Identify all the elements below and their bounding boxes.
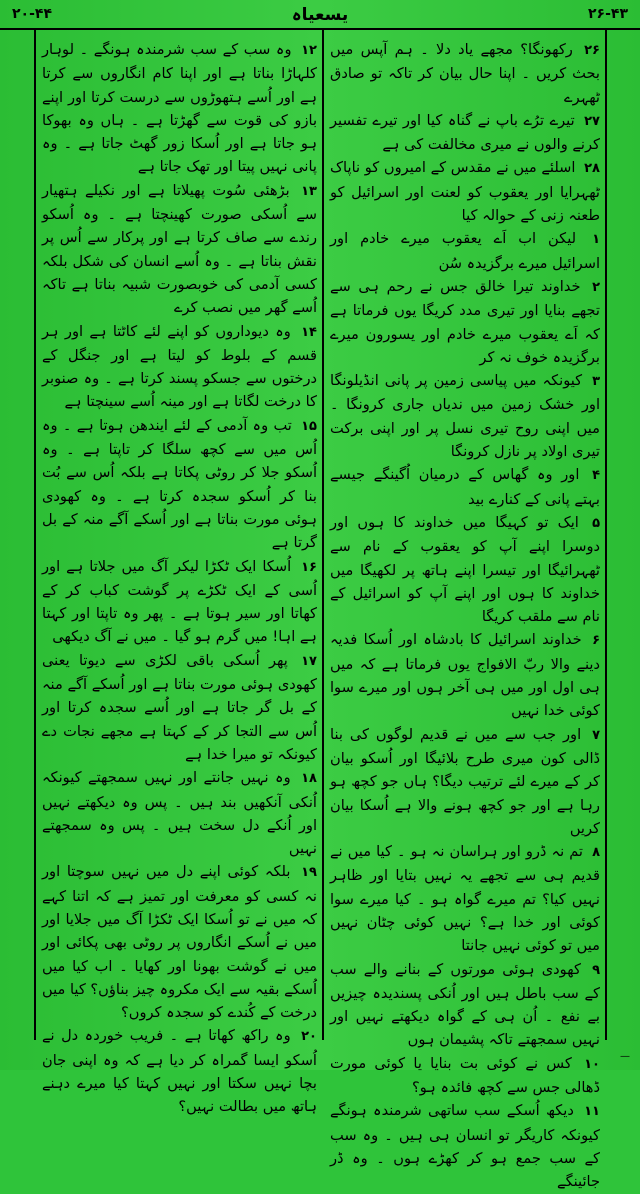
verse [330, 1052, 600, 1100]
verse-text: ایک تو کہیگا میں خداوند کا ہوں اور دوسرا اپنے آپ کو یعقوب کے نام سے ٹھہرائیگا اور تیسرا اپنے ہاتھ پر لکھیگا میں خداوند کا ہوں اور اپنے آپ کو اسرائیل کے نام سے ملقب کریگا [330, 513, 600, 626]
book-title: یسعیاہ [291, 4, 349, 25]
verse [330, 628, 600, 722]
verse [42, 860, 317, 1024]
verse [42, 649, 317, 766]
verse-number: ۶ [592, 633, 600, 649]
left-margin-rule [34, 30, 36, 1040]
verse [330, 156, 600, 227]
verse [330, 109, 600, 157]
verse-text: رکھونگا؟ مجھے یاد دلا ۔ ہم آپس میں بحث کریں ۔ اپنا حال بیان کر تاکہ تو صادق ٹھہرے [330, 41, 600, 106]
verse-text: تم نہ ڈرو اور ہراسان نہ ہو ۔ کیا میں نے قدیم ہی سے تجھے یہ نہیں بتایا اور ظاہر نہیں کیا؟ تم میرے گواہ ہو ۔ کیا میرے سوا کوئی اور خدا ہے؟ نہیں کوئی چٹان نہیں میں تو کوئی نہیں جانتا [330, 843, 600, 955]
verse-text: اسلئے میں نے مقدس کے امیروں کو ناپاک ٹھہرایا اور یعقوب کو لعنت اور اسرائیل کو طعنہ زنی کے حوالہ کیا [330, 159, 600, 225]
verse [330, 840, 600, 957]
verse-text: پھر اُسکی باقی لکڑی سے دیوتا یعنی کھودی ہوئی مورت بناتا ہے اور اُسکے آگے منہ کے بل گر جاتا ہے اور اُسے سجدہ کرتا اور اُس سے التجا کر کے کہتا ہے مجھے نجات دے کیونکہ تو میرا خدا ہے [42, 651, 317, 763]
verse [42, 179, 317, 320]
right-text-column [330, 38, 600, 1191]
verse-number: ۵ [592, 515, 600, 531]
verse-number: ۴ [592, 468, 600, 484]
verse [330, 511, 600, 628]
verse [330, 275, 600, 369]
verse-number: ۱۳ [301, 183, 317, 199]
verse-text: بلکہ کوئی اپنے دل میں نہیں سوچتا اور نہ کسی کو معرفت اور تمیز ہے کہ اتنا کہے کہ میں نے تو اُسکا ایک ٹکڑا آگ میں جلایا اور میں نے اُسکے انگاروں پر روٹی بھی پکائی اور میں نے گوشت بھونا اور کھایا ۔ اب کیا میں اُسکے بقیہ سے ایک مکروہ چیز بناؤں؟ کیا میں درخت کے کُندے کو سجدہ کروں؟ [42, 863, 317, 1022]
verse [330, 38, 600, 109]
page-footer-mark: — [620, 1051, 630, 1062]
verse-text: کس نے کوئی بت بنایا یا کوئی مورت ڈھالی جس سے کچھ فائدہ ہو؟ [330, 1054, 600, 1097]
verse-text: وہ دیوداروں کو اپنے لئے کاٹتا ہے اور ہر قسم کے بلوط کو لیتا ہے اور جنگل کے درختوں سے جسکو پسند کرتا ہے ۔ وہ صنوبر کا درخت لگاتا ہے اور مینہ اُسے سینچتا ہے [42, 322, 317, 411]
verse-number: ۲۸ [584, 161, 600, 177]
page-header [0, 0, 640, 30]
verse-number: ۲۰ [301, 1029, 317, 1045]
verse [42, 320, 317, 414]
left-text-column [42, 38, 317, 1116]
verse-text: تب وہ آدمی کے لئے ایندھن ہوتا ہے ۔ وہ اُس میں سے کچھ سلگا کر تاپتا ہے ۔ وہ اُسکو جلا کر روٹی پکاتا ہے بلکہ اُس سے بُت بنا کر اُسکو سجدہ کرتا ہے ۔ وہ کھودی ہوئی مورت بناتا ہے اور اُسکے آگے منہ کے بل گرتا ہے [42, 416, 317, 552]
verse [330, 369, 600, 463]
verse [42, 766, 317, 860]
left-chapter-range: ۲۰-۴۴ [12, 6, 52, 22]
verse [42, 555, 317, 649]
verse [42, 38, 317, 179]
verse-number: ۱۴ [301, 324, 317, 340]
verse-text: کیونکہ میں پیاسی زمین پر پانی انڈیلونگا اور خشک زمین میں ندیاں جاری کرونگا ۔ میں اپنی روح تیری نسل پر اور اپنی برکت تیری اولاد پر نازل کرونگا [330, 372, 600, 461]
verse-number: ۲۷ [584, 113, 600, 129]
verse-number: ۲۶ [584, 43, 600, 58]
center-column-divider [322, 30, 324, 1040]
verse-number: ۱۱ [584, 1104, 600, 1120]
verse-number: ۱۸ [301, 771, 317, 787]
verse [42, 1024, 317, 1118]
verse-text: اور جب سے میں نے قدیم لوگوں کی بنا ڈالی کون میری طرح بلائیگا اور اُسکو بیان کر کے میرے لئے ترتیب دیگا؟ ہاں جو کچھ ہو رہا ہے اور جو کچھ ہونے والا ہے اُسکا بیان کریں [330, 725, 600, 837]
verse-text: وہ نہیں جانتے اور نہیں سمجھتے کیونکہ اُنکی آنکھیں بند ہیں ۔ پس وہ دیکھتے نہیں اور اُنکے دل سخت ہیں ۔ پس وہ سمجھتے نہیں [42, 769, 317, 858]
verse-text: بڑھئی سُوت پھیلاتا ہے اور نکیلے ہتھیار سے اُسکی صورت کھینچتا ہے ۔ وہ اُسکو رندے سے صاف کرتا ہے اور پرکار سے اُس پر نقش بناتا ہے ۔ وہ اُسے انسان کی شکل بلکہ کسی آدمی کی خوبصورت شبیہ بناتا ہے تاکہ اُسے گھر میں نصب کرے [42, 181, 317, 317]
verse-number: ۱۷ [301, 653, 317, 669]
verse-text: وہ سب کے سب شرمندہ ہونگے ۔ لوہار کلہاڑا بناتا ہے اور اپنا کام انگاروں سے کرتا ہے اور اُسے ہتھوڑوں سے درست کرتا اور اپنے بازو کی قوت سے گھڑتا ہے ۔ ہاں وہ بھوکا ہو جاتا ہے اور اُسکا زور گھٹ جاتا ہے ۔ وہ پانی نہیں پیتا اور تھک جاتا ہے [42, 41, 317, 176]
verse [330, 723, 600, 840]
verse [330, 463, 600, 511]
verse [330, 958, 600, 1052]
verse-number: ۹ [592, 962, 600, 978]
verse-number: ۱۰ [584, 1056, 600, 1072]
verse-text: دیکھ اُسکے سب ساتھی شرمندہ ہونگے کیونکہ کاریگر تو انسان ہی ہیں ۔ وہ سب کے سب جمع ہو کر کھڑے ہوں ۔ وہ ڈر جائینگے [330, 1102, 600, 1191]
verse-number: ۲ [592, 279, 600, 295]
verse-text: اور وہ گھاس کے درمیان اُگینگے جیسے بہتے پانی کے کنارے بید [330, 466, 600, 508]
verse [330, 1099, 600, 1193]
right-margin-rule [605, 30, 607, 1040]
verse-number: ۱۵ [301, 418, 317, 434]
verse-text: کھودی ہوئی مورتوں کے بنانے والے سب کے سب باطل ہیں اور اُنکی پسندیدہ چیزیں بے نفع ۔ اُن ہی کے گواہ دیکھتے نہیں اور نہیں سمجھتے تاکہ پشیمان ہوں [330, 960, 600, 1049]
right-chapter-range: ۲۶-۴۳ [588, 6, 628, 22]
verse-text: وہ راکھ کھاتا ہے ۔ فریب خوردہ دل نے اُسکو ایسا گمراہ کر دیا ہے کہ وہ اپنی جان بچا نہیں سکتا اور نہیں کہتا کیا میرے دہنے ہاتھ میں بطالت نہیں؟ [42, 1027, 317, 1116]
verse-number: ۱۹ [301, 865, 317, 881]
verse-text: لیکن اب اَے یعقوب میرے خادم اور اسرائیل میرے برگزیدہ سُن [330, 230, 600, 272]
verse-text: تیرے ترُے باپ نے گناہ کیا اور تیرے تفسیر کرنے والوں نے میری مخالفت کی ہے [330, 111, 600, 154]
verse [42, 414, 317, 555]
verse-number: ۱ [592, 232, 600, 248]
verse-text: خداوند اسرائیل کا بادشاہ اور اُسکا فدیہ دینے والا ربّ الافواج یوں فرماتا ہے کہ میں ہی اول اور میں ہی آخر ہوں اور میرے سوا کوئی خدا نہیں [330, 631, 600, 720]
verse [330, 227, 600, 275]
verse-number: ۸ [592, 845, 600, 861]
verse-text: خداوند تیرا خالق جس نے رحم ہی سے تجھے بنایا اور تیری مدد کریگا یوں فرماتا ہے کہ اَے یعقوب میرے خادم اور یسورون میرے برگزیدہ خوف نہ کر [330, 277, 600, 366]
verse-number: ۳ [592, 374, 600, 390]
verse-number: ۱۶ [301, 559, 317, 575]
verse-number: ۷ [592, 727, 600, 743]
verse-text: اُسکا ایک ٹکڑا لیکر آگ میں جلاتا ہے اور اُسی کے ایک ٹکڑے پر گوشت کباب کر کے کھاتا اور سیر ہوتا ہے ۔ پھر وہ تاپتا اور کہتا ہے اہا! میں گرم ہو گیا ۔ میں نے آگ دیکھی [42, 557, 317, 646]
verse-number: ۱۲ [301, 43, 317, 58]
